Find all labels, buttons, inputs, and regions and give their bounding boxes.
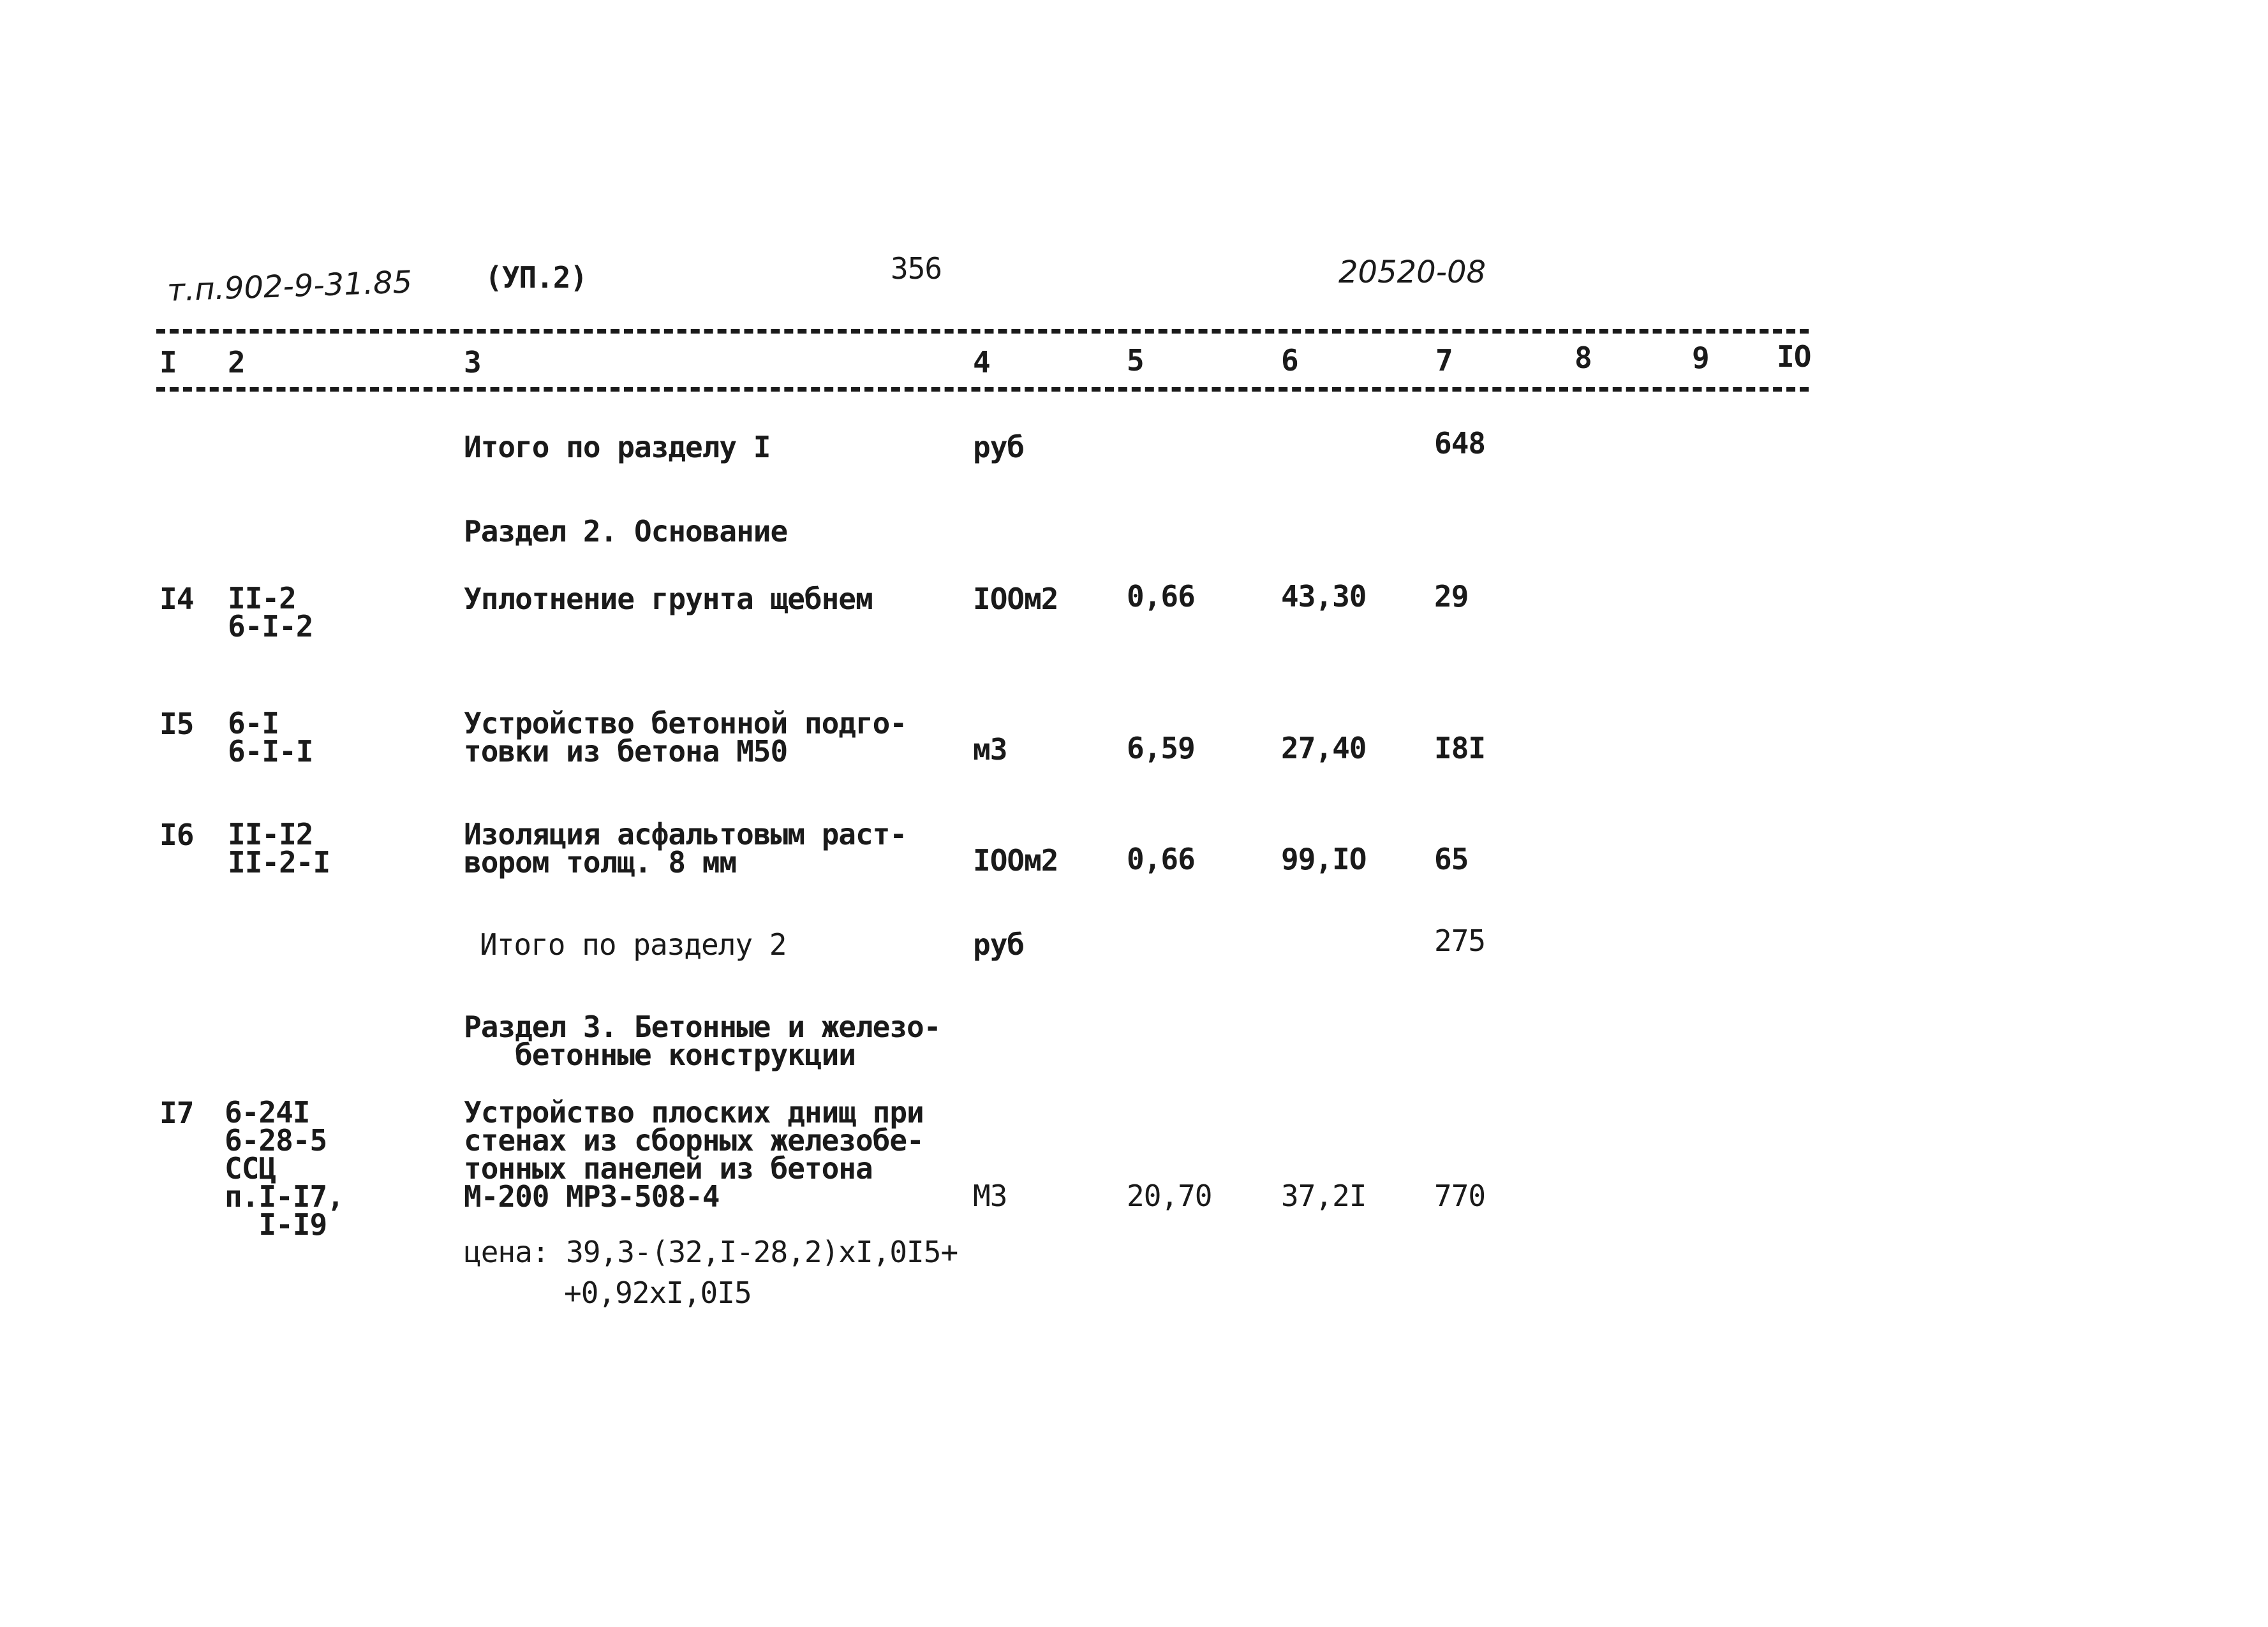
column-header-9: 9 [1692,341,1709,375]
row-15-quantity: 6,59 [1127,731,1195,765]
row-15-description: Устройство бетонной подго- товки из бетона М50 [464,706,907,769]
total-section-1-cost: 648 [1434,426,1486,460]
row-14-unit-price: 43,30 [1281,579,1367,614]
row-15-unit-price: 27,40 [1281,731,1367,765]
row-14-code: II-2 6-I-2 [228,581,313,644]
row-17-unit-price: 37,2I [1281,1179,1367,1213]
row-17-unit: М3 [973,1179,1007,1213]
column-header-8: 8 [1575,341,1592,375]
row-14-quantity: 0,66 [1127,579,1195,614]
row-17-quantity: 20,70 [1127,1179,1212,1213]
column-header-5: 5 [1127,343,1144,378]
row-14-cost: 29 [1434,579,1469,614]
total-section-2-label: Итого по разделу 2 [480,927,787,962]
total-section-1-unit: руб [973,430,1025,464]
row-15-number: I5 [159,707,194,741]
sheet-code: 20520-08 [1338,254,1486,290]
row-17-cost: 770 [1434,1179,1486,1213]
column-header-3: 3 [464,345,481,379]
row-14-unit: IOOм2 [973,582,1058,616]
volume-label: (УП.2) [485,260,588,295]
column-header-1: I [159,345,177,379]
row-15-code: 6-I 6-I-I [228,706,313,769]
row-16-number: I6 [159,818,194,852]
column-header-7: 7 [1435,343,1453,378]
row-16-unit: IOOм2 [973,843,1058,878]
section-2-heading: Раздел 2. Основание [464,514,788,548]
row-16-description: Изоляция асфальтовым раст- вором толщ. 8 мм [464,817,907,880]
row-16-cost: 65 [1434,842,1469,876]
section-3-heading: Раздел 3. Бетонные и железо- бетонные конструкции [464,1010,941,1072]
total-section-1-label: Итого по разделу I [464,430,771,464]
row-16-unit-price: 99,IO [1281,842,1367,876]
row-15-unit: м3 [973,732,1007,767]
row-17-price-formula-line-2: +0,92хI,0I5 [564,1276,752,1310]
page-number: 356 [891,251,942,286]
row-17-number: I7 [159,1096,194,1130]
column-header-2: 2 [228,345,245,379]
row-16-quantity: 0,66 [1127,842,1195,876]
row-17-code: 6-24I 6-28-5 ССЦ п.I-I7, I-I9 [225,1095,344,1242]
row-17-description: Устройство плоских днищ при стенах из сборных железобе- тонных панелей из бетона М-200 МРЗ-508-4 [464,1095,924,1214]
total-section-2-cost: 275 [1434,924,1486,958]
header-bottom-rule [156,387,1809,392]
row-16-code: II-I2 II-2-I [228,817,330,880]
row-17-price-formula-line-1: цена: 39,3-(32,I-28,2)хI,0I5+ [464,1235,958,1269]
row-15-cost: I8I [1434,731,1486,765]
document-code: т.п.902-9-31.85 [167,264,413,309]
row-14-number: I4 [159,582,194,616]
row-14-description: Уплотнение грунта щебнем [464,582,873,616]
total-section-2-unit: руб [973,927,1025,962]
header-top-rule [156,329,1809,334]
column-header-4: 4 [973,345,990,379]
column-header-10: IO [1777,339,1811,374]
column-header-6: 6 [1281,343,1298,378]
